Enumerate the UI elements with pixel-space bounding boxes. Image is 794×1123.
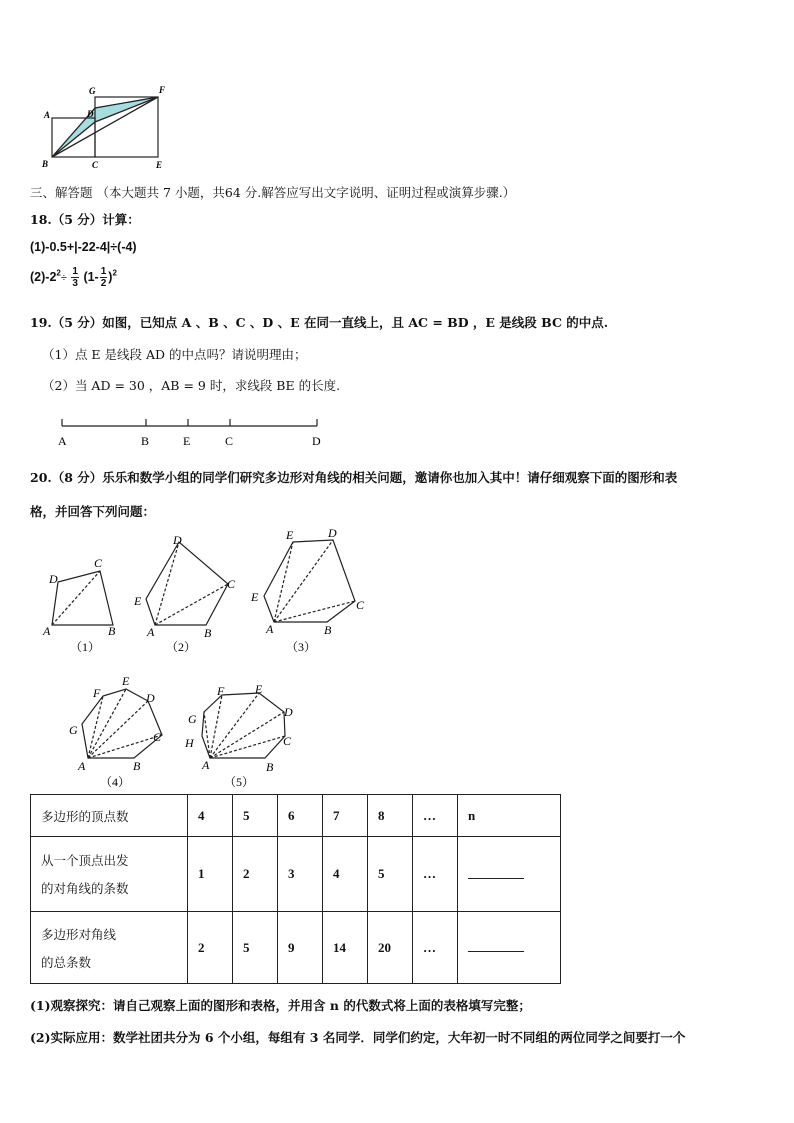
f3-A: A [266,622,274,636]
q19-line2: （1）点 E 是线段 AD 的中点吗？请说明理由； [42,347,307,362]
f4-G: G [69,723,78,737]
table-cell: 7 [323,795,368,837]
table-cell: 4 [323,837,368,912]
f5-G: G [188,712,197,726]
f3-E2: E [251,590,259,604]
q18-p2-div: ÷ [60,271,67,284]
f2-A: A [147,625,155,639]
caption-3: （3） [286,640,317,654]
table-cell: … [413,837,458,912]
answer-blank-row2[interactable] [458,837,561,912]
q18-p2-post: ) [108,269,113,284]
label-D: D [87,109,94,119]
table-cell: 8 [368,795,413,837]
caption-5: （5） [224,775,255,789]
f3-C: C [356,598,365,612]
q18-p2-mid: (1- [83,269,99,284]
table-cell: 1 [188,837,233,912]
f5-C: C [283,734,292,748]
label-A: A [44,110,51,120]
f1-C: C [94,556,103,570]
f3-B: B [324,623,332,637]
f2-B: B [204,626,212,640]
q19-line1: 19.（5 分）如图，已知点 A 、B 、C 、D 、E 在同一直线上，且 AC = BD ，E 是线段 BC 的中点. [30,315,609,330]
q18-p2-post-exp: 2 [112,268,117,278]
q20-line2: 格，并回答下列问题： [30,504,156,519]
fraction-1-2: $\frac{1}{2}$ [100,266,107,289]
label-F: F [159,85,166,95]
f1-A: A [43,624,51,638]
q18-part1: (1)-0.5+|-22-4|÷(-4) [30,240,137,254]
figure-17 [36,84,176,172]
point-A: A [58,434,67,448]
row1-label: 多边形的顶点数 [31,795,188,837]
label-G: G [89,86,96,96]
table-row [31,912,561,984]
q18-part2 [30,266,117,289]
f4-A: A [78,759,86,773]
point-E: E [183,434,191,448]
figure-19-segment [52,414,332,450]
point-B: B [141,434,150,448]
f5-B: B [266,760,274,774]
f4-D: D [146,691,155,705]
table-cell: 14 [323,912,368,984]
table-cell: … [413,912,458,984]
caption-4: （4） [100,775,131,789]
caption-1: （1） [70,640,101,654]
table-cell: … [413,795,458,837]
row2-label: 从一个顶点出发 的对角线的条数 [31,837,188,912]
f5-A: A [202,758,210,772]
f3-D: D [328,526,337,540]
q19-line3: （2）当 AD = 30 ，AB = 9 时，求线段 BE 的长度. [42,378,341,393]
table-cell: 2 [233,837,278,912]
q20-sub1: (1)观察探究：请自己观察上面的图形和表格，并用含 n 的代数式将上面的表格填写完整； [30,998,531,1013]
polygon-figures [30,525,390,790]
f5-H: H [185,736,194,750]
table-cell: 6 [278,795,323,837]
q20-sub2: (2)实际应用：数学社团共分为 6 个小组，每组有 3 名同学．同学们约定，大年初一时不同组的两位同学之间要打一个 [30,1030,686,1045]
table-cell: 2 [188,912,233,984]
label-B: B [42,159,49,169]
f2-E: E [134,594,142,608]
f3-E: E [286,528,294,542]
f4-F: F [93,686,101,700]
table-row [31,795,561,837]
table-cell: 4 [188,795,233,837]
q18-p2-pre: (2)-2 [30,269,57,284]
fraction-1-3: $\frac{1}{3}$ [72,266,78,289]
point-C: C [225,434,234,448]
f5-D: D [284,705,293,719]
diagonal-table [30,794,561,984]
answer-blank-row3[interactable] [458,912,561,984]
f4-B: B [133,759,141,773]
table-cell: 5 [233,912,278,984]
f5-F: F [217,684,225,698]
section-3-heading: 三、解答题 （本大题共 7 小题，共64 分.解答应写出文字说明、证明过程或演算步骤.） [30,185,516,200]
table-cell: n [458,795,561,837]
table-cell: 5 [233,795,278,837]
table-cell: 5 [368,837,413,912]
q20-line1: 20.（8 分）乐乐和数学小组的同学们研究多边形对角线的相关问题，邀请你也加入其中！请仔细观察下面的图形和表 [30,470,678,485]
q18-title: 18.（5 分）计算： [30,212,140,227]
label-E: E [156,160,163,170]
f2-C: C [227,577,236,591]
q18-p2-exp: 2 [56,268,61,278]
f2-D: D [173,533,182,547]
table-cell: 20 [368,912,413,984]
point-D: D [312,434,321,448]
f5-E: E [255,682,263,696]
f4-C: C [153,730,162,744]
f1-B: B [108,624,116,638]
f4-E: E [122,674,130,688]
table-cell: 3 [278,837,323,912]
caption-2: （2） [166,640,197,654]
table-cell: 9 [278,912,323,984]
f1-D: D [49,572,58,586]
row3-label: 多边形对角线 的总条数 [31,912,188,984]
label-C: C [92,160,99,170]
table-row [31,837,561,912]
